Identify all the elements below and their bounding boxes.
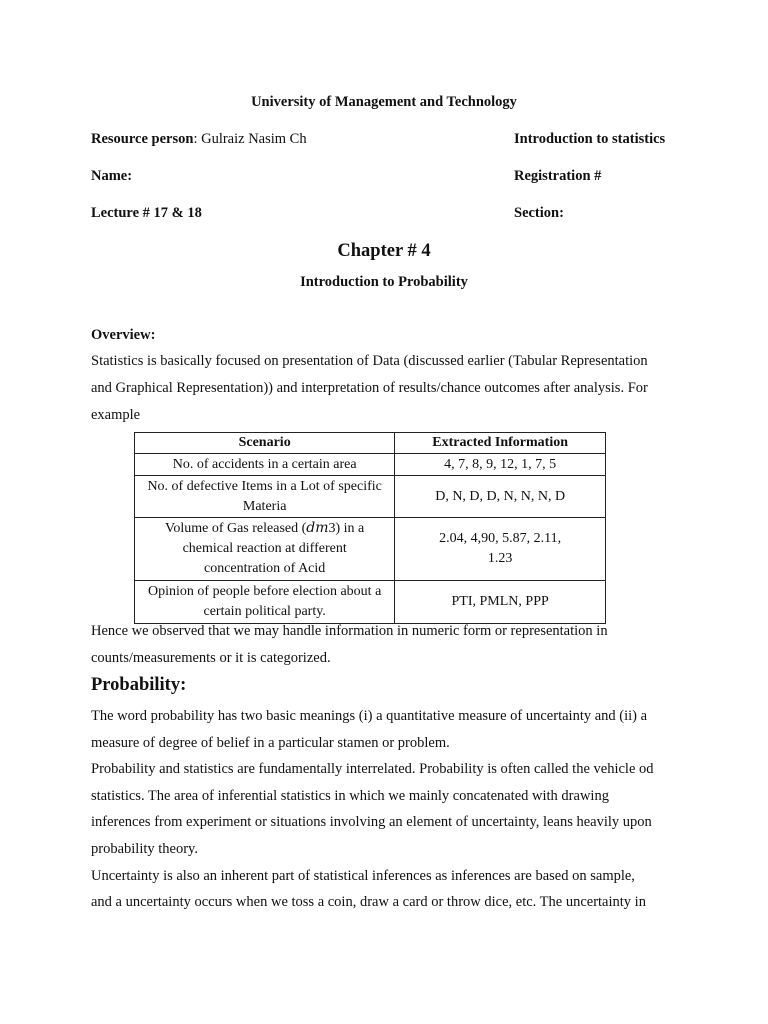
probability-line: The word probability has two basic meanings (i) a quantitative measure of uncertainty and (ii) a	[91, 708, 648, 724]
cell-line: Opinion of people before election about a	[148, 584, 382, 599]
overview-line: example	[91, 407, 141, 423]
table-header-info: Extracted Information	[395, 433, 606, 454]
table-cell-scenario	[135, 518, 395, 581]
table-cell-scenario	[135, 476, 395, 518]
table-cell-info	[395, 518, 606, 581]
table-cell-scenario	[135, 454, 395, 476]
cell-line: concentration of Acid	[204, 561, 326, 576]
table-row	[135, 581, 606, 624]
table-header-row	[135, 433, 606, 454]
probability-line: measure of degree of belief in a particular stamen or problem.	[91, 735, 450, 751]
chapter-title: Chapter # 4	[337, 241, 431, 261]
cell-line: No. of accidents in a certain area	[172, 456, 357, 472]
probability-heading: Probability:	[91, 675, 187, 695]
after-table-line: Hence we observed that we may handle information in numeric form or representation in	[91, 623, 608, 639]
cell-line: PTI, PMLN, PPP	[451, 594, 549, 609]
university-title: University of Management and Technology	[251, 94, 517, 110]
overview-heading: Overview:	[91, 327, 156, 343]
cell-line: No. of defective Items in a Lot of specific	[147, 478, 382, 494]
course-title: Introduction to statistics	[514, 131, 666, 147]
cell-line: 2.04, 4,90, 5.87, 2.11,	[439, 531, 562, 546]
resource-label: Resource person	[91, 131, 194, 147]
overview-line: and Graphical Representation)) and interpretation of results/chance outcomes after analysis. For	[91, 380, 648, 396]
probability-line: inferences from experiment or situations involving an element of uncertainty, leans heavily upon	[91, 814, 652, 830]
probability-line: Uncertainty is also an inherent part of statistical inferences as inferences are based on sample,	[91, 868, 635, 884]
cell-line: Materia	[242, 498, 287, 514]
cell-line: chemical reaction at different	[182, 541, 347, 556]
cell-line: D, N, D, D, N, N, N, D	[435, 488, 566, 504]
probability-line: probability theory.	[91, 841, 198, 857]
table-header-scenario: Scenario	[135, 433, 395, 454]
resource-person	[91, 131, 307, 148]
cell-line: 4, 7, 8, 9, 12, 1, 7, 5	[444, 456, 557, 472]
cell-line: 1.23	[487, 551, 513, 566]
chapter-subtitle: Introduction to Probability	[300, 274, 468, 290]
probability-line: and a uncertainty occurs when we toss a coin, draw a card or throw dice, etc. The uncertainty in	[91, 894, 646, 910]
probability-line: Probability and statistics are fundamentally interrelated. Probability is often called the vehicle od	[91, 761, 654, 777]
scenario-table	[134, 432, 606, 624]
lecture-label: Lecture # 17 & 18	[91, 205, 202, 221]
registration-label: Registration #	[514, 168, 602, 184]
table-cell-info	[395, 454, 606, 476]
cell-line: certain political party.	[203, 604, 326, 619]
section-label: Section:	[514, 205, 564, 221]
table-row	[135, 454, 606, 476]
after-table-line: counts/measurements or it is categorized.	[91, 650, 331, 666]
cell-line: Volume of Gas released (𝑑𝑚3) in a	[165, 521, 365, 536]
table-row	[135, 518, 606, 581]
overview-line: Statistics is basically focused on presentation of Data (discussed earlier (Tabular Representation	[91, 353, 648, 369]
probability-line: statistics. The area of inferential statistics in which we mainly concatenated with drawing	[91, 788, 609, 804]
table-cell-info	[395, 581, 606, 624]
table-row	[135, 476, 606, 518]
table-cell-info	[395, 476, 606, 518]
name-label: Name:	[91, 168, 133, 184]
resource-name: : Gulraiz Nasim Ch	[193, 131, 307, 147]
table-cell-scenario	[135, 581, 395, 624]
